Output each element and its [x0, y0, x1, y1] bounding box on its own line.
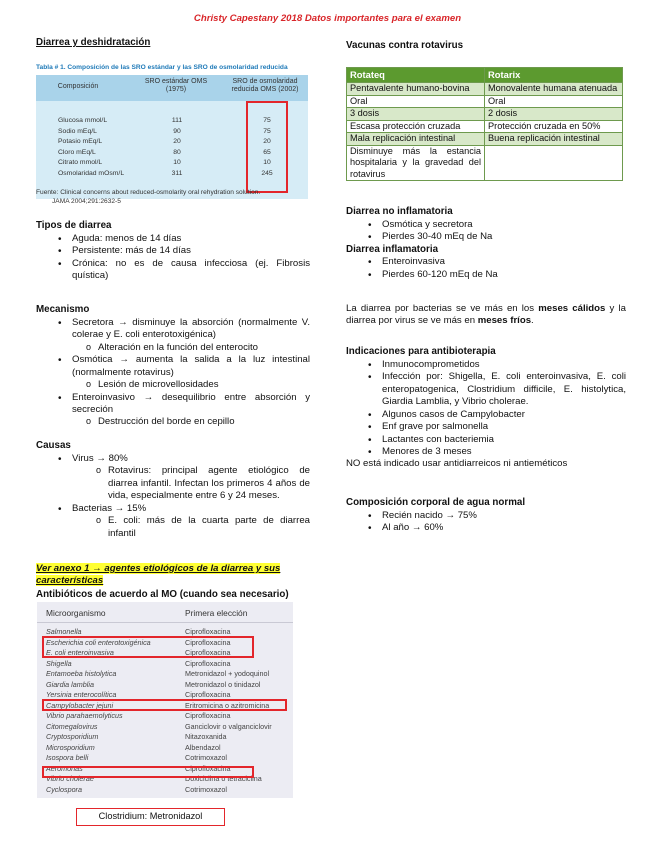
list-item: • Aguda: menos de 14 días [50, 233, 310, 245]
list-item: • Enteroinvasiva [360, 256, 626, 268]
tipos-list [50, 233, 310, 283]
table-cell: 20 [263, 138, 271, 145]
vaccine-col-rotarix: Rotarix [485, 68, 623, 83]
table-cell: 20 [173, 138, 181, 145]
table-row [37, 743, 293, 753]
table-cell: 3 dosis [347, 108, 485, 121]
abx-title: Antibióticos de acuerdo al MO (cuando sea necesario) [36, 589, 289, 600]
table-row [347, 120, 623, 133]
table-cell: 10 [173, 159, 181, 166]
table-cell: Pentavalente humano-bovina [347, 83, 485, 96]
sub-list-item: o Alteración en la función del enterocito [72, 342, 310, 354]
table-cell: Eritromicina o azitromicina [185, 700, 270, 710]
indicaciones-title: Indicaciones para antibioterapia [346, 346, 496, 357]
mecanismo-title: Mecanismo [36, 304, 90, 315]
table-row [37, 785, 293, 795]
table-cell: Aeromonas [46, 763, 83, 773]
table-cell: Oral [347, 95, 485, 108]
table-row [347, 133, 623, 146]
table-cell: Citomegalovirus [46, 721, 98, 731]
table-row [37, 711, 293, 721]
table-cell: Monovalente humana atenuada [485, 83, 623, 96]
season-text-1: La diarrea por bacterias se ve más en los [346, 303, 539, 314]
season-paragraph [346, 303, 626, 328]
table-row [37, 753, 293, 763]
table-cell: Cotrimoxazol [185, 784, 227, 794]
agua-list [360, 510, 626, 535]
ors-col-2002: SRO de osmolaridad reducida OMS (2002) [231, 78, 299, 94]
table-cell: Cotrimoxazol [185, 753, 227, 762]
table-cell: Vibrio cholerae [46, 774, 94, 783]
vaccines-table [346, 67, 623, 181]
causas-item-text: Bacterias → 15% [72, 502, 147, 514]
table-cell: Disminuye más la estancia hospitalaria y la gravedad del rotavirus [347, 145, 485, 181]
table-cell: Entamoeba histolytica [46, 669, 117, 678]
mecanismo-item-text: Secretora → disminuye la absorción (normalmente V. colerae y E. coli enterotoxigénica) [72, 316, 310, 341]
vaccine-col-rotateq: Rotateq [347, 68, 485, 83]
abx-col-first-choice: Primera elección [185, 608, 248, 618]
table-cell: Escasa protección cruzada [347, 120, 485, 133]
causas-list [50, 453, 310, 540]
ors-table-header [36, 75, 308, 101]
table-cell: 90 [173, 127, 181, 135]
table-cell: Ganciclovir o valganciclovir [185, 721, 272, 731]
abx-highlight-ecoli [42, 636, 254, 658]
list-item: • Algunos casos de Campylobacter [360, 409, 626, 421]
table-cell: 245 [261, 169, 273, 177]
table-cell: Metronidazol + yodoquinol [185, 669, 270, 678]
table-cell [485, 145, 623, 181]
table-cell: Nitazoxanida [185, 732, 227, 741]
tipos-title: Tipos de diarrea [36, 220, 112, 231]
table-row [347, 108, 623, 121]
table-cell: Sodio mEq/L [58, 127, 97, 135]
list-item [50, 453, 310, 503]
table-cell: Shigella [46, 658, 72, 668]
table-cell: Oral [485, 95, 623, 108]
table-cell: Ciprofloxacina [185, 711, 231, 720]
table-cell: Ciprofloxacina [185, 690, 231, 699]
vaccines-title: Vacunas contra rotavirus [346, 40, 464, 51]
sub-list-item: o Destrucción del borde en cepillo [72, 416, 310, 428]
table-row [347, 145, 623, 181]
list-item: • Osmótica y secretora [360, 219, 626, 231]
table-cell: Ciprofloxacina [185, 763, 231, 773]
table-cell: 80 [173, 148, 181, 156]
table-cell: 65 [263, 148, 271, 156]
ors-table-source [36, 189, 336, 206]
table-row [37, 732, 293, 742]
abx-divider [37, 622, 293, 623]
anexo-link-text: Ver anexo 1 → agentes etiológicos de la diarrea y sus características [36, 563, 281, 587]
table-cell: Ciprofloxacina [185, 637, 231, 647]
indicaciones-note: NO está indicado usar antidiarreicos ni antieméticos [346, 458, 568, 470]
table-cell: 75 [263, 127, 271, 135]
causas-item-text: Virus → 80% [72, 452, 128, 464]
mecanismo-item-text: Osmótica → aumenta la salida a la luz intestinal (normalmente rotavirus) [72, 354, 310, 378]
table-cell: 75 [263, 117, 271, 124]
ors-table-caption: Tabla # 1. Composición de las SRO estándar y las SRO de osmolaridad reducida [36, 64, 288, 71]
table-row [37, 669, 293, 679]
list-item: • Menores de 3 meses [360, 446, 626, 458]
indicaciones-list [360, 359, 626, 459]
abx-col-microorganism: Microorganismo [46, 608, 106, 618]
list-item: • Enf grave por salmonella [360, 421, 626, 433]
vaccines-table-wrap [346, 67, 623, 181]
list-item: • Pierdes 30-40 mEq de Na [360, 231, 626, 243]
table-cell: Ciprofloxacina [185, 627, 231, 636]
agua-section [346, 497, 626, 535]
table-cell: Potasio mEq/L [58, 138, 103, 145]
list-item: • Infección por: Shigella, E. coli enteroinvasiva, E. coli enteropatogenica, Clostridium difficile, E. histolytica, Giardia Lamblia, y Vibrio cholerae. [360, 371, 626, 408]
list-item: • Inmunocomprometidos [360, 359, 626, 371]
abx-highlight-campylobacter [42, 699, 287, 711]
ors-col-composition: Composición [57, 83, 99, 90]
mecanismo-list [50, 317, 310, 429]
table-row [37, 680, 293, 690]
table-cell: Glucosa mmol/L [58, 117, 108, 124]
table-row [347, 83, 623, 96]
indicaciones-section [346, 346, 626, 471]
mecanismo-section [36, 304, 310, 429]
table-cell: Doxiciclina o tetraciclina [185, 774, 262, 783]
list-item: • Al año → 60% [360, 522, 626, 534]
table-cell: Salmonella [46, 627, 82, 636]
table-cell: Citrato mmol/L [58, 159, 103, 166]
table-row [37, 659, 293, 669]
table-cell: Cyclospora [46, 784, 82, 794]
diarrea-types-section [346, 206, 626, 281]
table-cell: 111 [171, 117, 183, 124]
sub-list-item: o Lesión de microvellosidades [72, 379, 310, 391]
causas-section [36, 440, 310, 540]
list-item: • Pierdes 60-120 mEq de Na [360, 269, 626, 281]
abx-header-row [37, 608, 293, 618]
list-item: • Persistente: más de 14 días [50, 245, 310, 257]
vaccines-header-row [347, 68, 623, 83]
table-row [347, 95, 623, 108]
table-cell: Escherichia coli enterotoxigénica [46, 637, 151, 647]
inflam-title: Diarrea inflamatoria [346, 243, 439, 255]
page-header: Christy Capestany 2018 Datos importantes para el examen [193, 13, 462, 24]
anexo-note [36, 563, 312, 588]
table-cell: Cryptosporidium [46, 732, 99, 741]
no-inflam-title: Diarrea no inflamatoria [346, 206, 453, 217]
table-cell: Ciprofloxacina [185, 658, 231, 668]
list-item: • Recién nacido → 75% [360, 510, 626, 522]
table-cell: Microsporidium [46, 742, 95, 752]
table-cell: Cloro mEq/L [58, 148, 96, 156]
clostridium-note: Clostridium: Metronidazol [76, 808, 225, 826]
ors-source-line2: JAMA 2004;291:2632-5 [52, 197, 121, 205]
ors-col-1975: SRO estándar OMS (1975) [144, 78, 208, 94]
ors-table-body [36, 75, 308, 199]
no-inflam-list [360, 219, 626, 244]
table-cell: 2 dosis [485, 108, 623, 121]
table-cell: Vibrio parahaemolyticus [46, 711, 123, 720]
mecanismo-item-text: Enteroinvasivo → desequilibrio entre absorción y secreción [72, 391, 310, 416]
table-cell: Campylobacter jejuni [46, 700, 114, 710]
table-cell: Osmolaridad mOsm/L [58, 169, 125, 177]
table-cell: 311 [171, 169, 183, 177]
table-cell: Isospora belli [46, 753, 89, 762]
season-bold-cold: meses fríos [477, 315, 532, 327]
table-cell: Metronidazol o tinidazol [185, 679, 261, 689]
table-cell: Albendazol [185, 742, 221, 752]
list-item [50, 503, 310, 540]
table-cell: 10 [263, 159, 271, 166]
list-item: • Lactantes con bacteriemia [360, 434, 626, 446]
table-cell: Mala replicación intestinal [347, 133, 485, 146]
table-cell: Giardia lamblia [46, 679, 94, 689]
ors-source-line1: Fuente: Clinical concerns about reduced-osmolarity oral rehydration solution. [36, 189, 261, 196]
ors-highlight-box [246, 101, 288, 193]
sub-list-item: o E. coli: más de la cuarta parte de diarrea infantil [82, 515, 310, 540]
table-cell: E. coli enteroinvasiva [46, 648, 114, 657]
table-cell: Yersinia enterocolítica [46, 690, 117, 699]
table-row [37, 722, 293, 732]
section-title-diarrea: Diarrea y deshidratación [36, 37, 151, 48]
season-text-3: . [531, 315, 534, 327]
agua-title: Composición corporal de agua normal [346, 497, 526, 508]
table-cell: Buena replicación intestinal [485, 133, 623, 146]
table-cell: Protección cruzada en 50% [485, 120, 623, 133]
season-bold-warm: meses cálidos [538, 303, 606, 314]
abx-highlight-aeromonas [42, 763, 254, 778]
sub-list-item: o Rotavirus: principal agente etiológico de diarrea infantil. Infectan los primeros 4 años de vida, especialmente entre 6 y 24 meses. [82, 465, 310, 502]
list-item [50, 317, 310, 354]
list-item [50, 354, 310, 391]
table-cell: Ciprofloxacina [185, 648, 231, 657]
tipos-section [36, 220, 310, 283]
antibiotics-table [37, 602, 293, 798]
list-item: • Crónica: no es de causa infecciosa (ej. Fibrosis quística) [50, 258, 310, 283]
list-item [50, 392, 310, 429]
causas-title: Causas [36, 440, 71, 451]
ors-composition-table [36, 64, 308, 205]
inflam-list [360, 256, 626, 281]
season-text-2: y la diarrea por virus se ve más en [346, 303, 626, 327]
